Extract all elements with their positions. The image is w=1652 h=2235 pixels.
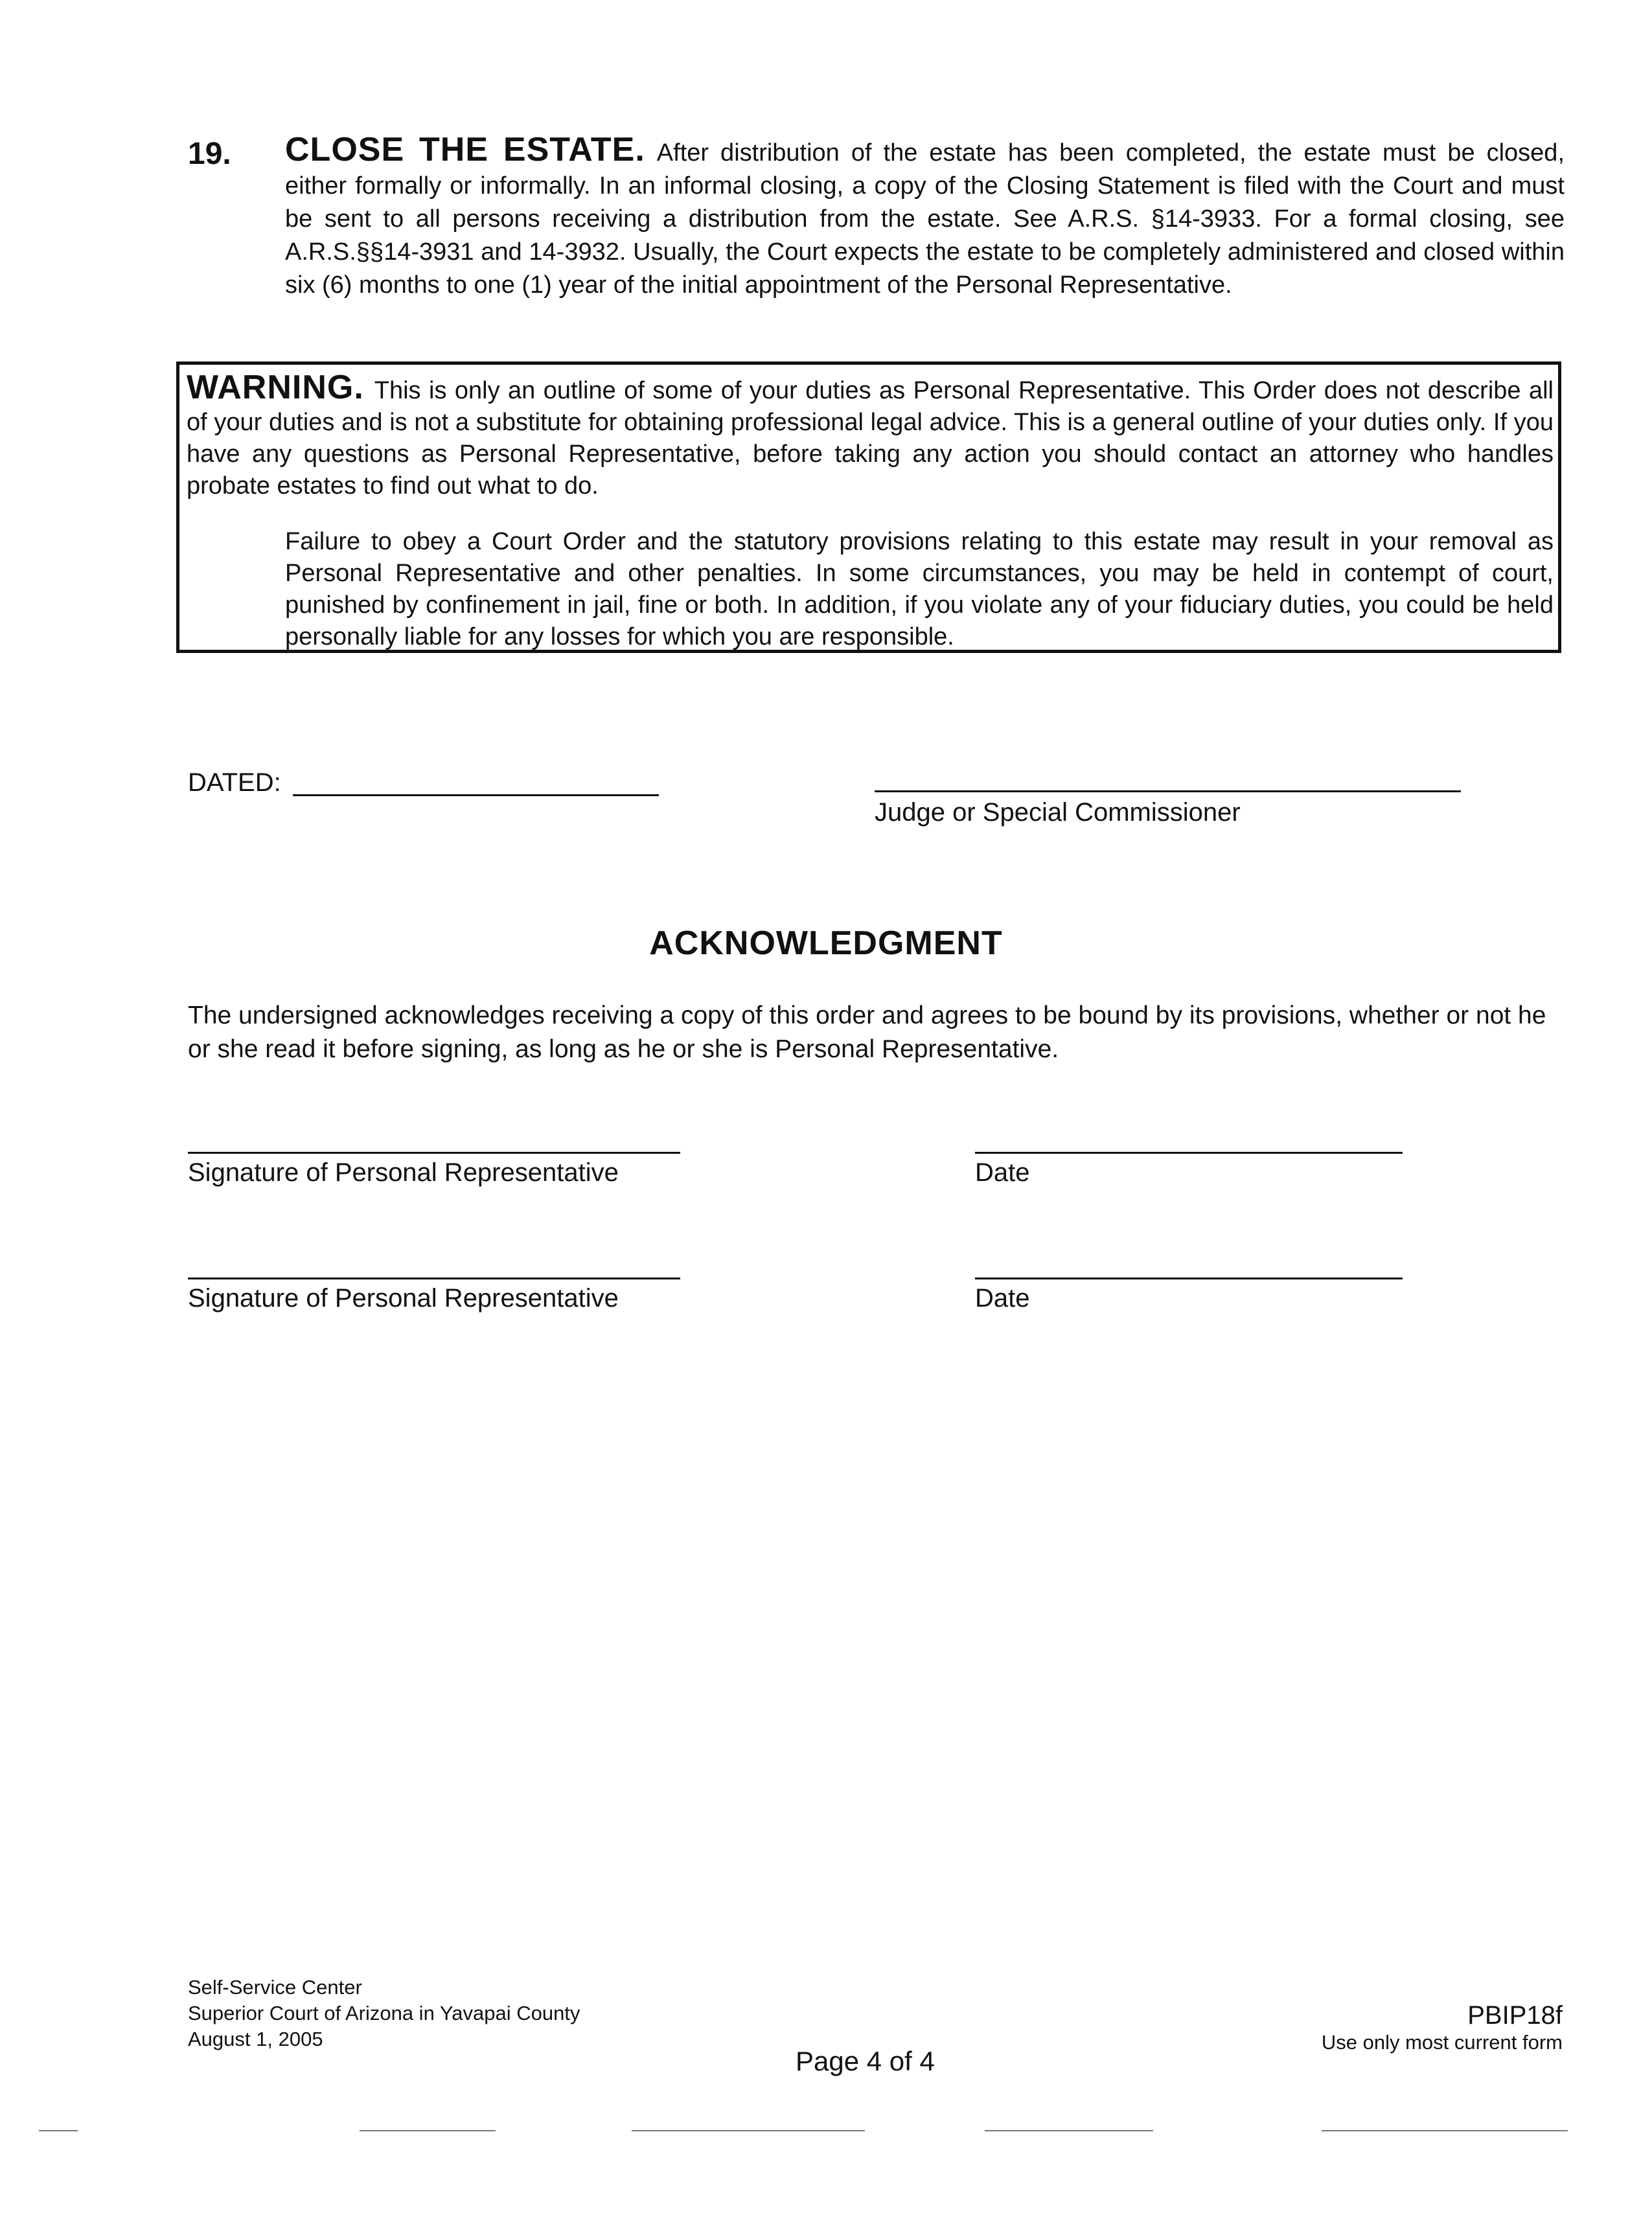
footer-org-date: August 1, 2005: [188, 2028, 323, 2050]
scan-artifact: [632, 2130, 865, 2131]
signature-label-2: Signature of Personal Representative: [188, 1284, 619, 1312]
scan-artifact: [360, 2130, 496, 2131]
page-number: Page 4 of 4: [796, 2046, 935, 2076]
warning-paragraph-1: [187, 369, 1554, 502]
signature-line-1[interactable]: [188, 1152, 680, 1154]
warning-text-1: This is only an outline of some of your duties as Personal Representative. This Order does not describe all of your duties and is not a substitute for obtaining professional legal advice. This is a general outline of your duties only. If you have any questions as Personal Representative, before taking any action you should contact an attorney who handles probate estates to find out what to do.: [187, 377, 1554, 499]
date-line-1[interactable]: [975, 1152, 1403, 1154]
date-label-1: Date: [975, 1158, 1030, 1187]
signature-line-2[interactable]: [188, 1278, 680, 1279]
signature-label-1: Signature of Personal Representative: [188, 1158, 619, 1187]
judge-label: Judge or Special Commissioner: [875, 798, 1241, 827]
footer-org-line-1: Self-Service Center: [188, 1976, 362, 1999]
form-note: Use only most current form: [1321, 2031, 1563, 2054]
acknowledgment-title: ACKNOWLEDGMENT: [649, 924, 1003, 962]
scan-artifact: [1322, 2130, 1568, 2131]
section-title: CLOSE THE ESTATE.: [285, 131, 645, 168]
section-text: After distribution of the estate has been completed, the estate must be closed, either formally or informally. In an informal closing, a copy of the Closing Statement is filed with the Court and must be sent to all persons receiving a distribution from the estate. See A.R.S. §14-3933. For a formal closing, see A.R.S.§§14-3931 and 14-3932. Usually, the Court expects the estate to be completely administered and closed within six (6) months to one (1) year of the initial appointment of the Personal Representative.: [285, 139, 1565, 299]
footer-org-line-2: Superior Court of Arizona in Yavapai County: [188, 2002, 580, 2024]
footer-form-info: [1322, 2000, 1563, 2055]
acknowledgment-text: The undersigned acknowledges receiving a copy of this order and agrees to be bound by its provisions, whether or not he or she read it before signing, as long as he or she is Personal Representative.: [188, 1002, 1546, 1063]
section-close-estate: [285, 133, 1565, 302]
footer-organization: [188, 1975, 580, 2052]
dated-label: DATED:: [188, 768, 281, 797]
date-line-2[interactable]: [975, 1278, 1403, 1279]
scan-artifact: [985, 2130, 1153, 2131]
form-id: PBIP18f: [1467, 2001, 1563, 2030]
section-number: 19.: [188, 137, 231, 171]
date-label-2: Date: [975, 1284, 1030, 1312]
warning-paragraph-2: Failure to obey a Court Order and the statutory provisions relating to this estate may result in your removal as Personal Representative and other penalties. In some circumstances, you may be held in contempt of court, punished by confinement in jail, fine or both. In addition, if you violate any of your fiduciary duties, you could be held personally liable for any losses for which you are responsible.: [285, 528, 1554, 650]
dated-blank-line[interactable]: [293, 794, 659, 796]
warning-title: WARNING.: [187, 369, 364, 406]
judge-signature-line[interactable]: [875, 790, 1461, 792]
scan-artifact: [39, 2130, 78, 2131]
